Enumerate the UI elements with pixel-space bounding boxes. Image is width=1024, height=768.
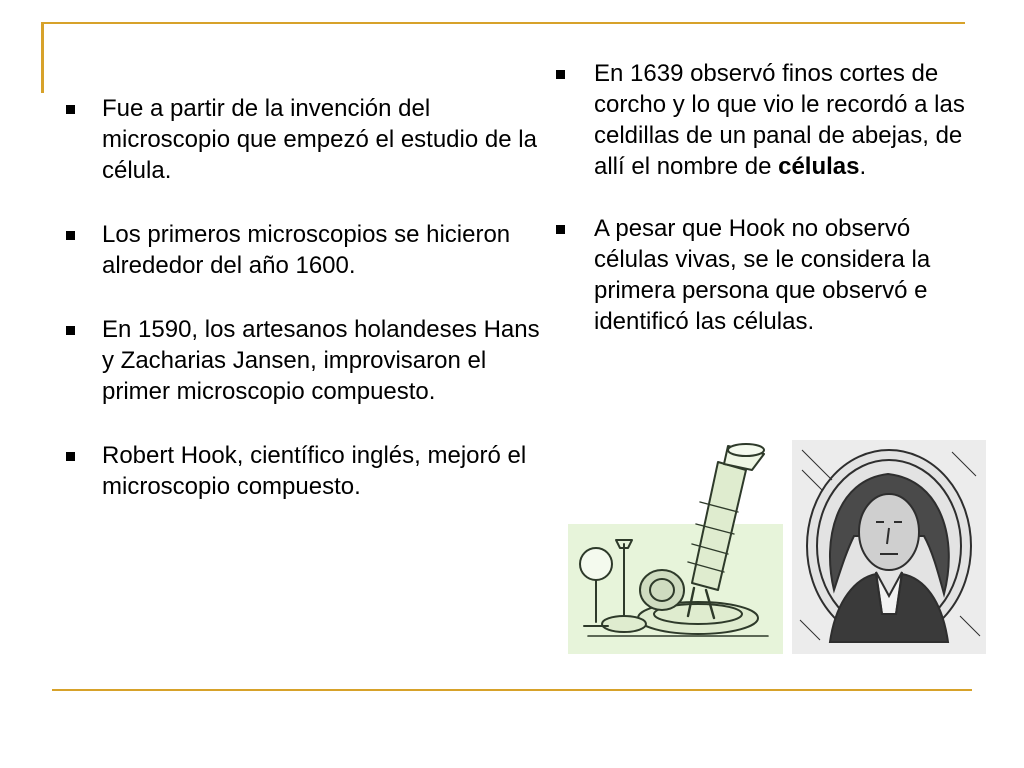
bullet-marker [556,70,565,79]
microscope-illustration [568,440,783,654]
bullet-text: En 1590, los artesanos holandeses Hans y Zacharias Jansen, improvisaron el primer microscopio compuesto. [102,316,540,405]
microscope-condenser-globe [580,548,612,580]
portrait-engraving [792,440,986,654]
bullet-marker [556,225,565,234]
frame-top-line [41,22,965,24]
bullet-item [556,213,976,337]
bullet-item [66,440,546,502]
bullet-marker [66,452,75,461]
bullet-text: Los primeros microscopios se hicieron alrededor del año 1600. [102,221,511,279]
bullet-marker [66,326,75,335]
frame-bottom-line [52,689,972,691]
frame-vertical-accent [41,22,44,93]
bullet-marker [66,105,75,114]
bullet-item [66,93,546,186]
bullet-text: Fue a partir de la invención del microscopio que empezó el estudio de la célula. [102,95,537,184]
microscope-mirror [640,570,684,610]
bullet-marker [66,231,75,240]
bullet-item [66,219,546,281]
left-bullet-list [66,93,546,535]
bullet-item [66,314,546,407]
bullet-text: Robert Hook, científico inglés, mejoró el microscopio compuesto. [102,442,527,500]
bullet-text-suffix: . [859,153,867,180]
bullet-text: A pesar que Hook no observó células vivas, se le considera la primera persona que observó e identificó las células. [594,215,931,335]
right-bullet-list [556,58,976,368]
bullet-item [556,58,976,182]
bullet-text: En 1639 observó finos cortes de corcho y lo que vio le recordó a las celdillas de un panal de abejas, de allí el nombre de [594,60,965,180]
bullet-bold-term: células [778,153,860,180]
